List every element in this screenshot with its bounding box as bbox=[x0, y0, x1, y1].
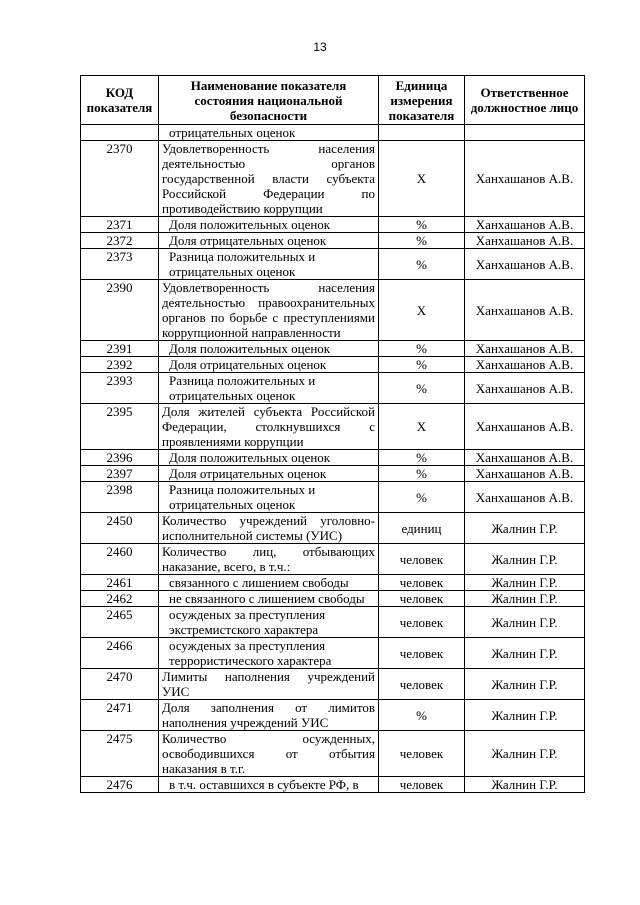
table-row bbox=[81, 607, 585, 638]
indicator-name-cell: Количество лиц, отбывающих наказание, всего, в т.ч.: bbox=[159, 544, 379, 575]
indicator-name-cell: Доля положительных оценок bbox=[159, 450, 379, 466]
header-unit: Единица измерения показателя bbox=[379, 76, 465, 125]
code-cell: 2371 bbox=[81, 217, 159, 233]
unit-cell: человек bbox=[379, 607, 465, 638]
responsible-cell: Жалнин Г.Р. bbox=[465, 591, 585, 607]
unit-cell: Х bbox=[379, 404, 465, 450]
code-cell: 2460 bbox=[81, 544, 159, 575]
code-cell: 2450 bbox=[81, 513, 159, 544]
unit-cell: человек bbox=[379, 669, 465, 700]
unit-cell: % bbox=[379, 357, 465, 373]
responsible-cell: Жалнин Г.Р. bbox=[465, 638, 585, 669]
table-row bbox=[81, 513, 585, 544]
responsible-cell: Ханхашанов А.В. bbox=[465, 450, 585, 466]
code-cell: 2391 bbox=[81, 341, 159, 357]
table-row bbox=[81, 280, 585, 341]
code-cell: 2461 bbox=[81, 575, 159, 591]
indicator-name-cell: Доля отрицательных оценок bbox=[159, 466, 379, 482]
unit-cell: человек bbox=[379, 575, 465, 591]
indicator-name-cell: Доля заполнения от лимитов наполнения учреждений УИС bbox=[159, 700, 379, 731]
indicator-name-cell: Количество осужденных, освободившихся от отбытия наказания в т.г. bbox=[159, 731, 379, 777]
table-row bbox=[81, 575, 585, 591]
indicator-name-cell: Лимиты наполнения учреждений УИС bbox=[159, 669, 379, 700]
responsible-cell: Жалнин Г.Р. bbox=[465, 731, 585, 777]
code-cell: 2373 bbox=[81, 249, 159, 280]
responsible-cell: Жалнин Г.Р. bbox=[465, 575, 585, 591]
indicator-name-cell: связанного с лишением свободы bbox=[159, 575, 379, 591]
table-row bbox=[81, 450, 585, 466]
table-row bbox=[81, 591, 585, 607]
table-row bbox=[81, 341, 585, 357]
indicator-name-cell: отрицательных оценок bbox=[159, 125, 379, 141]
unit-cell: Х bbox=[379, 141, 465, 217]
unit-cell: человек bbox=[379, 731, 465, 777]
responsible-cell: Жалнин Г.Р. bbox=[465, 669, 585, 700]
responsible-cell bbox=[465, 125, 585, 141]
table-row bbox=[81, 141, 585, 217]
table-header bbox=[81, 76, 585, 125]
indicator-name-cell: осужденых за преступления террористического характера bbox=[159, 638, 379, 669]
table-row bbox=[81, 731, 585, 777]
responsible-cell: Ханхашанов А.В. bbox=[465, 373, 585, 404]
code-cell: 2397 bbox=[81, 466, 159, 482]
table-row bbox=[81, 404, 585, 450]
responsible-cell: Ханхашанов А.В. bbox=[465, 357, 585, 373]
code-cell: 2372 bbox=[81, 233, 159, 249]
indicator-name-cell: Удовлетворенность населения деятельностью органов государственной власти субъекта Российской Федерации по противодействию коррупции bbox=[159, 141, 379, 217]
responsible-cell: Жалнин Г.Р. bbox=[465, 607, 585, 638]
table-row bbox=[81, 777, 585, 793]
table-row bbox=[81, 357, 585, 373]
header-row bbox=[81, 76, 585, 125]
code-cell: 2465 bbox=[81, 607, 159, 638]
table-row bbox=[81, 638, 585, 669]
unit-cell: % bbox=[379, 482, 465, 513]
unit-cell: человек bbox=[379, 777, 465, 793]
code-cell: 2470 bbox=[81, 669, 159, 700]
indicator-name-cell: не связанного с лишением свободы bbox=[159, 591, 379, 607]
code-cell: 2471 bbox=[81, 700, 159, 731]
table-row bbox=[81, 249, 585, 280]
indicator-name-cell: Разница положительных и отрицательных оценок bbox=[159, 373, 379, 404]
responsible-cell: Жалнин Г.Р. bbox=[465, 777, 585, 793]
indicator-name-cell: Разница положительных и отрицательных оценок bbox=[159, 482, 379, 513]
table-body bbox=[81, 125, 585, 793]
code-cell: 2476 bbox=[81, 777, 159, 793]
code-cell bbox=[81, 125, 159, 141]
indicators-table bbox=[80, 75, 585, 793]
responsible-cell: Ханхашанов А.В. bbox=[465, 466, 585, 482]
responsible-cell: Ханхашанов А.В. bbox=[465, 280, 585, 341]
indicator-name-cell: Доля положительных оценок bbox=[159, 217, 379, 233]
table-row bbox=[81, 233, 585, 249]
code-cell: 2396 bbox=[81, 450, 159, 466]
unit-cell: % bbox=[379, 450, 465, 466]
indicator-name-cell: Удовлетворенность населения деятельностью правоохранительных органов по борьбе с преступлениями коррупционной направленности bbox=[159, 280, 379, 341]
indicator-name-cell: Доля положительных оценок bbox=[159, 341, 379, 357]
header-responsible: Ответственное должностное лицо bbox=[465, 76, 585, 125]
table-row bbox=[81, 373, 585, 404]
table-row bbox=[81, 700, 585, 731]
indicator-name-cell: Доля жителей субъекта Российской Федерации, столкнувшихся с проявлениями коррупции bbox=[159, 404, 379, 450]
responsible-cell: Ханхашанов А.В. bbox=[465, 341, 585, 357]
table-row bbox=[81, 482, 585, 513]
unit-cell: % bbox=[379, 373, 465, 404]
responsible-cell: Ханхашанов А.В. bbox=[465, 141, 585, 217]
unit-cell bbox=[379, 125, 465, 141]
unit-cell: Х bbox=[379, 280, 465, 341]
code-cell: 2392 bbox=[81, 357, 159, 373]
indicator-name-cell: Количество учреждений уголовно-исполнительной системы (УИС) bbox=[159, 513, 379, 544]
responsible-cell: Ханхашанов А.В. bbox=[465, 249, 585, 280]
code-cell: 2370 bbox=[81, 141, 159, 217]
code-cell: 2395 bbox=[81, 404, 159, 450]
code-cell: 2462 bbox=[81, 591, 159, 607]
unit-cell: человек bbox=[379, 544, 465, 575]
unit-cell: человек bbox=[379, 591, 465, 607]
unit-cell: % bbox=[379, 233, 465, 249]
unit-cell: % bbox=[379, 249, 465, 280]
responsible-cell: Ханхашанов А.В. bbox=[465, 482, 585, 513]
header-code: КОД показателя bbox=[81, 76, 159, 125]
code-cell: 2398 bbox=[81, 482, 159, 513]
page-number: 13 bbox=[313, 40, 327, 54]
indicator-name-cell: осужденых за преступления экстремистского характера bbox=[159, 607, 379, 638]
table-row bbox=[81, 466, 585, 482]
indicator-name-cell: Разница положительных и отрицательных оценок bbox=[159, 249, 379, 280]
responsible-cell: Жалнин Г.Р. bbox=[465, 544, 585, 575]
code-cell: 2393 bbox=[81, 373, 159, 404]
responsible-cell: Ханхашанов А.В. bbox=[465, 404, 585, 450]
unit-cell: % bbox=[379, 217, 465, 233]
table-row bbox=[81, 544, 585, 575]
code-cell: 2390 bbox=[81, 280, 159, 341]
table-row bbox=[81, 669, 585, 700]
unit-cell: % bbox=[379, 341, 465, 357]
responsible-cell: Ханхашанов А.В. bbox=[465, 217, 585, 233]
unit-cell: единиц bbox=[379, 513, 465, 544]
table-row bbox=[81, 217, 585, 233]
table-row bbox=[81, 125, 585, 141]
code-cell: 2466 bbox=[81, 638, 159, 669]
responsible-cell: Жалнин Г.Р. bbox=[465, 513, 585, 544]
indicator-name-cell: Доля отрицательных оценок bbox=[159, 357, 379, 373]
unit-cell: % bbox=[379, 466, 465, 482]
responsible-cell: Ханхашанов А.В. bbox=[465, 233, 585, 249]
code-cell: 2475 bbox=[81, 731, 159, 777]
indicator-name-cell: Доля отрицательных оценок bbox=[159, 233, 379, 249]
header-name: Наименование показателя состояния национальной безопасности bbox=[159, 76, 379, 125]
indicator-name-cell: в т.ч. оставшихся в субъекте РФ, в bbox=[159, 777, 379, 793]
unit-cell: % bbox=[379, 700, 465, 731]
responsible-cell: Жалнин Г.Р. bbox=[465, 700, 585, 731]
unit-cell: человек bbox=[379, 638, 465, 669]
